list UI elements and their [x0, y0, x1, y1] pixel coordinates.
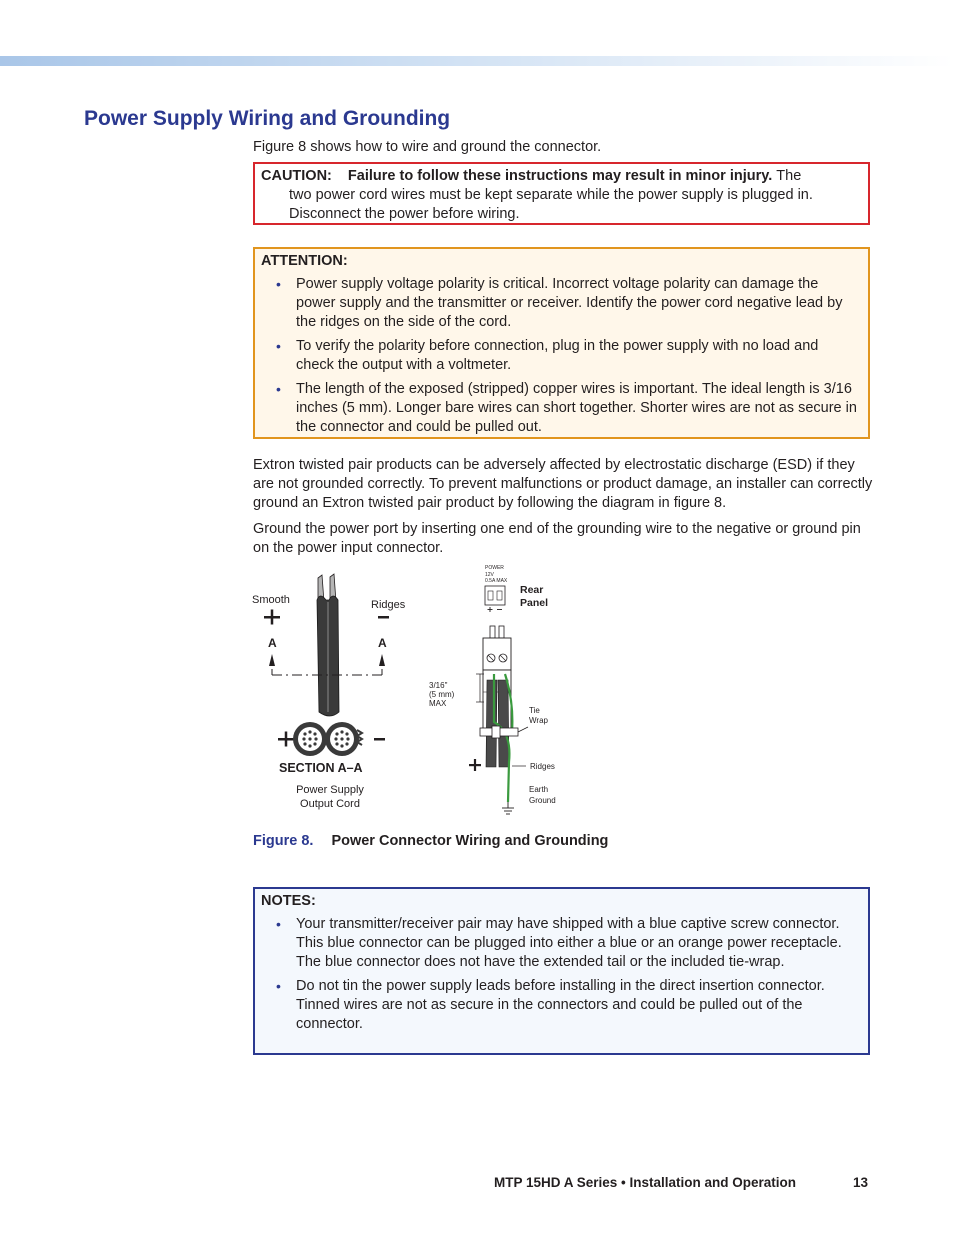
figure-number: Figure 8. [253, 833, 314, 849]
rear-label: Rear [520, 584, 544, 596]
section-label: SECTION A–A [279, 761, 363, 775]
ridges-label-2: Ridges [530, 762, 555, 771]
wiring-diagram [250, 562, 580, 817]
attention-list [261, 275, 860, 437]
list-item [261, 275, 860, 332]
bullet-icon: • [276, 381, 281, 397]
caution-box [253, 162, 870, 225]
list-item [261, 380, 860, 437]
figure-caption [253, 833, 608, 849]
caution-label: CAUTION: [261, 168, 332, 184]
attention-heading: ATTENTION: [261, 253, 348, 269]
wrap-label: Wrap [529, 716, 548, 725]
cord-label-line2: Output Cord [300, 798, 360, 810]
wire-negative-icon [498, 680, 509, 767]
power-label: POWER [485, 565, 504, 571]
notes-item-text: Do not tin the power supply leads before installing in the direct insertion connector. Tinned wires are not as secure in the connectors and could be pulled out of the connector. [296, 978, 825, 1032]
arrow-up-icon [269, 654, 275, 666]
caution-first-word: The [776, 168, 802, 184]
arrow-up-icon [379, 654, 385, 666]
power-12v-label: 12V [485, 572, 494, 578]
page-number: 13 [853, 1175, 869, 1190]
minus-icon [378, 616, 389, 619]
plus-icon [469, 759, 481, 771]
minus-icon [374, 738, 385, 741]
ground-paragraph: Ground the power port by inserting one end of the grounding wire to the negative or ground pin on the power input connector. [253, 521, 861, 556]
header-gradient-bar [0, 56, 954, 66]
attention-item-text: The length of the exposed (stripped) copper wires is important. The ideal length is 3/16 inches (5 mm). Longer bare wires can short together. Shorter wires are not as secure in the connector and could be pulled out. [296, 381, 857, 435]
attention-item-text: To verify the polarity before connection, plug in the power supply with no load and check the output with a voltmeter. [296, 338, 819, 373]
caution-body: two power cord wires must be kept separate while the power supply is plugged in. Disconnect the power before wiring. [289, 187, 813, 222]
cord-cross-section-icon [293, 722, 362, 756]
caution-bold-text: Failure to follow these instructions may result in minor injury. [347, 168, 773, 184]
plus-icon [278, 732, 294, 747]
footer-title: MTP 15HD A Series • Installation and Operation [494, 1175, 797, 1190]
dimension-label-2: (5 mm) [429, 690, 455, 699]
section-a-right-label: A [378, 636, 387, 650]
list-item [261, 977, 862, 1034]
dimension-label-1: 3/16" [429, 681, 448, 690]
earth-ground-icon [502, 802, 514, 814]
intro-text: Figure 8 shows how to wire and ground the connector. [253, 139, 602, 155]
notes-box [253, 887, 870, 1055]
bullet-icon: • [276, 978, 281, 994]
figure-caption-text: Power Connector Wiring and Grounding [331, 833, 609, 849]
notes-heading: NOTES: [261, 893, 316, 909]
power-max-label: 0.5A MAX [485, 578, 508, 584]
page-title: Power Supply Wiring and Grounding [84, 107, 451, 130]
bullet-icon: • [276, 276, 281, 292]
attention-item-text: Power supply voltage polarity is critical. Incorrect voltage polarity can damage the power supply and the transmitter or receiver. Identify the power cord negative lead by the ridges on the side of the cord. [296, 276, 843, 330]
notes-item-text: Your transmitter/receiver pair may have shipped with a blue captive screw connector. This blue connector can be plugged into either a blue or an orange power receptacle. The blue connector does not have the extended tail or the included tie-wrap. [296, 916, 842, 970]
esd-paragraph: Extron twisted pair products can be adversely affected by electrostatic discharge (ESD) if they are not grounded correctly. To prevent malfunctions or product damage, an installer can correctly ground an Extron twisted pair product by following the diagram in figure 8. [253, 457, 873, 511]
rear-panel-port-icon [485, 586, 505, 612]
bullet-icon: • [276, 916, 281, 932]
panel-label: Panel [520, 597, 549, 609]
dimension-label-3: MAX [429, 699, 447, 708]
earth-label: Earth [529, 785, 549, 794]
tie-label: Tie [529, 706, 540, 715]
cord-label-line1: Power Supply [296, 784, 364, 796]
attention-box [253, 247, 870, 439]
ground-label: Ground [529, 796, 556, 805]
ridges-label: Ridges [371, 599, 406, 611]
bullet-icon: • [276, 338, 281, 354]
caution-head [261, 167, 860, 186]
notes-list [261, 915, 862, 1034]
list-item [261, 337, 860, 375]
list-item [261, 915, 862, 972]
plus-icon [264, 610, 280, 625]
section-a-left-label: A [268, 636, 277, 650]
smooth-label: Smooth [252, 594, 290, 606]
tie-wrap-icon [480, 726, 528, 738]
